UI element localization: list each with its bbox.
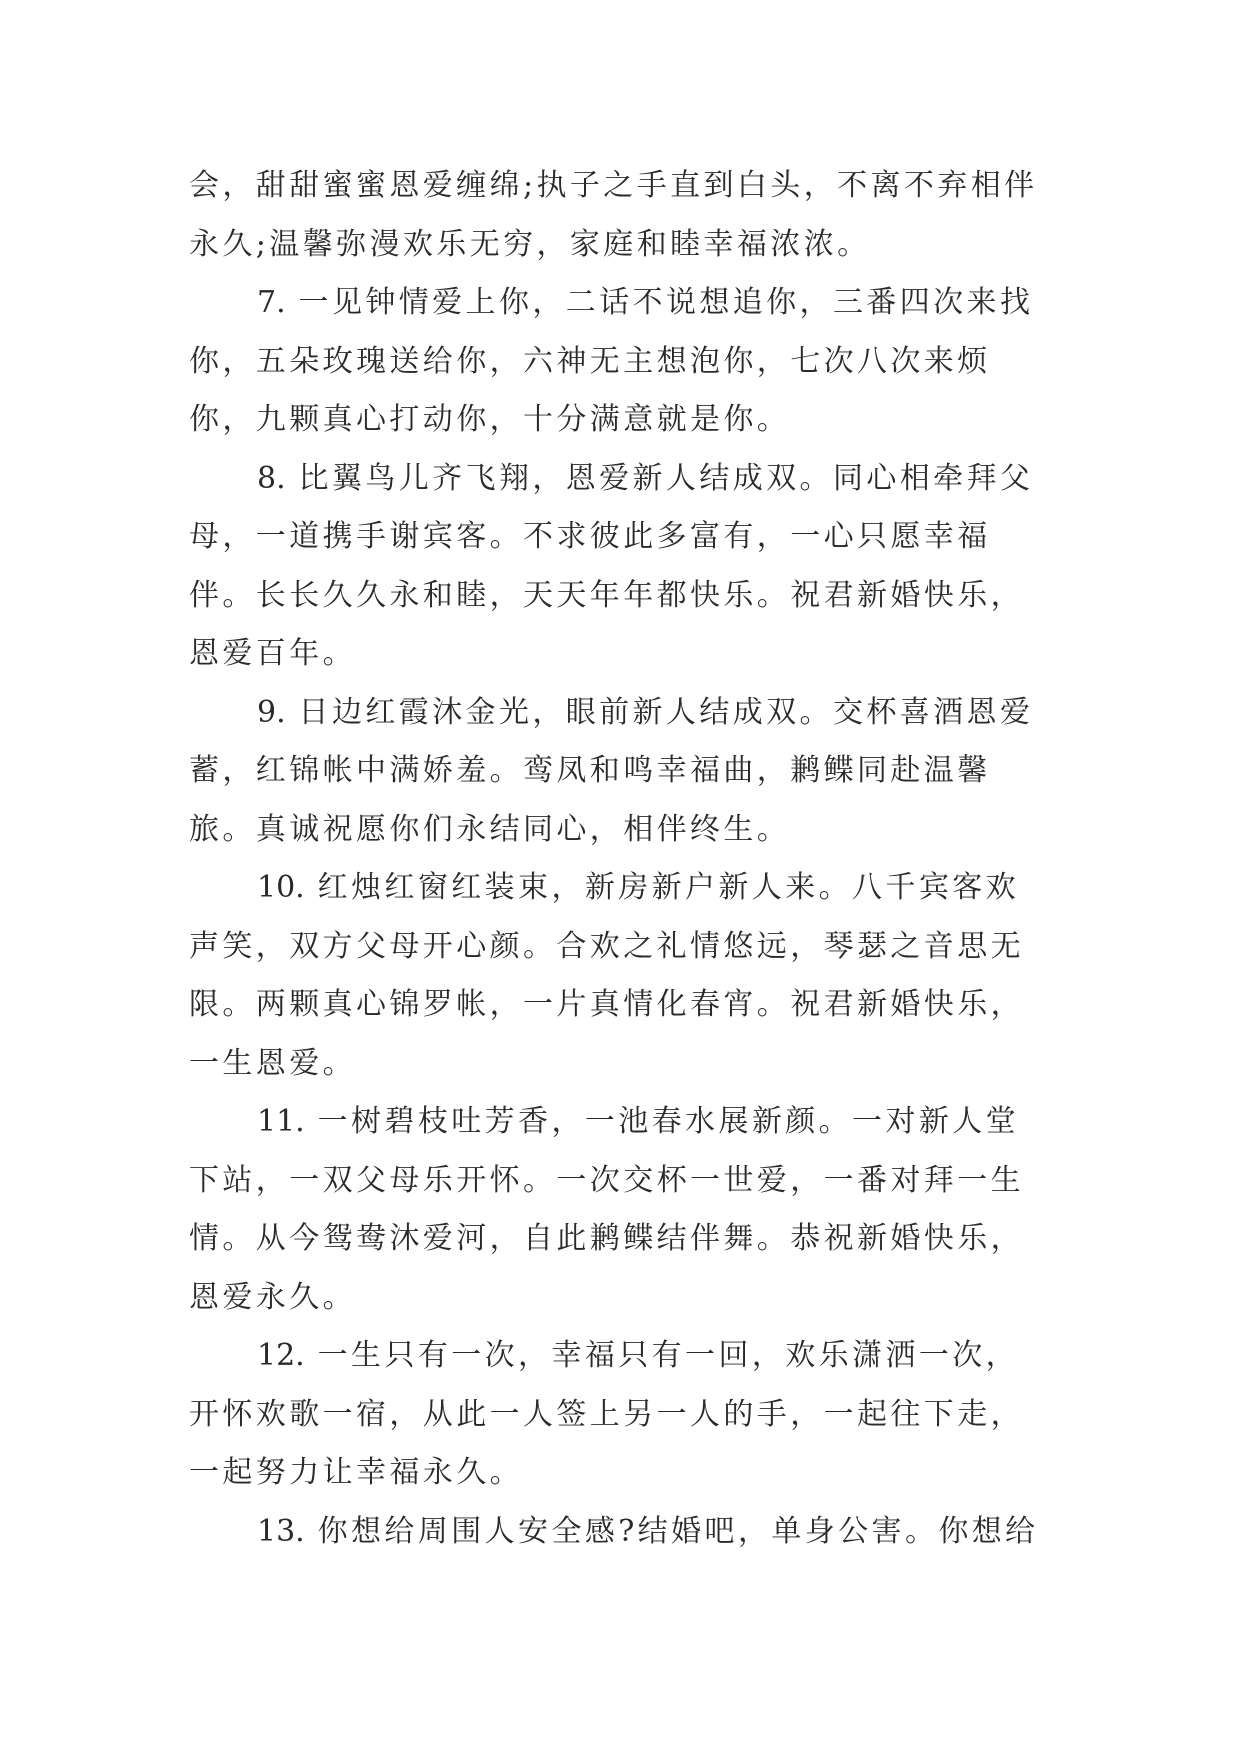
paragraph-text: 比翼鸟儿齐飞翔，恩爱新人结成双。同心相牵拜父母，一道携手谢宾客。不求彼此多富有，一心只愿幸福伴。长长久久永和睦，天天年年都快乐。祝君新婚快乐，恩爱百年。 bbox=[189, 460, 1034, 671]
paragraph-continued bbox=[189, 157, 1051, 274]
paragraph-number: 11. bbox=[257, 1104, 305, 1139]
paragraph-text: 一见钟情爱上你，二话不说想追你，三番四次来找你，五朵玫瑰送给你，六神无主想泡你，七次八次来烦你，九颗真心打动你，十分满意就是你。 bbox=[189, 285, 1034, 437]
paragraph-9 bbox=[189, 684, 1051, 860]
paragraph-10 bbox=[189, 859, 1051, 1093]
paragraph-number: 8. bbox=[257, 460, 286, 496]
paragraph-12 bbox=[189, 1327, 1051, 1503]
paragraph-13 bbox=[189, 1503, 1051, 1562]
body-text bbox=[189, 157, 1051, 1561]
paragraph-11 bbox=[189, 1093, 1051, 1327]
paragraph-number: 9. bbox=[257, 694, 286, 730]
paragraph-text: 一树碧枝吐芳香，一池春水展新颜。一对新人堂下站，一双父母乐开怀。一次交杯一世爱，一番对拜一生情。从今鸳鸯沐爱河，自此鹣鲽结伴舞。恭祝新婚快乐，恩爱永久。 bbox=[189, 1104, 1024, 1315]
paragraph-text: 你想给周围人安全感?结婚吧，单身公害。你想给 bbox=[304, 1513, 1039, 1549]
paragraph-number: 7. bbox=[257, 285, 286, 320]
paragraph-text: 一生只有一次，幸福只有一回，欢乐潇洒一次，开怀欢歌一宿，从此一人签上另一人的手，一起往下走，一起努力让幸福永久。 bbox=[189, 1338, 1024, 1490]
paragraph-text: 红烛红窗红装束，新房新户新人来。八千宾客欢声笑，双方父母开心颜。合欢之礼情悠远，琴瑟之音思无限。两颗真心锦罗帐，一片真情化春宵。祝君新婚快乐，一生恩爱。 bbox=[189, 870, 1024, 1081]
paragraph-text: 日边红霞沐金光，眼前新人结成双。交杯喜酒恩爱蓄，红锦帐中满娇羞。鸾凤和鸣幸福曲，鹣鲽同赴温馨旅。真诚祝愿你们永结同心，相伴终生。 bbox=[189, 694, 1034, 847]
paragraph-8 bbox=[189, 450, 1051, 684]
paragraph-number: 12. bbox=[257, 1338, 305, 1373]
paragraph-number: 13. bbox=[257, 1513, 305, 1549]
paragraph-number: 10. bbox=[257, 870, 305, 905]
paragraph-text: 会，甜甜蜜蜜恩爱缠绵;执子之手直到白头，不离不弃相伴永久;温馨弥漫欢乐无穷，家庭和睦幸福浓浓。 bbox=[189, 168, 1038, 262]
paragraph-7 bbox=[189, 274, 1051, 450]
